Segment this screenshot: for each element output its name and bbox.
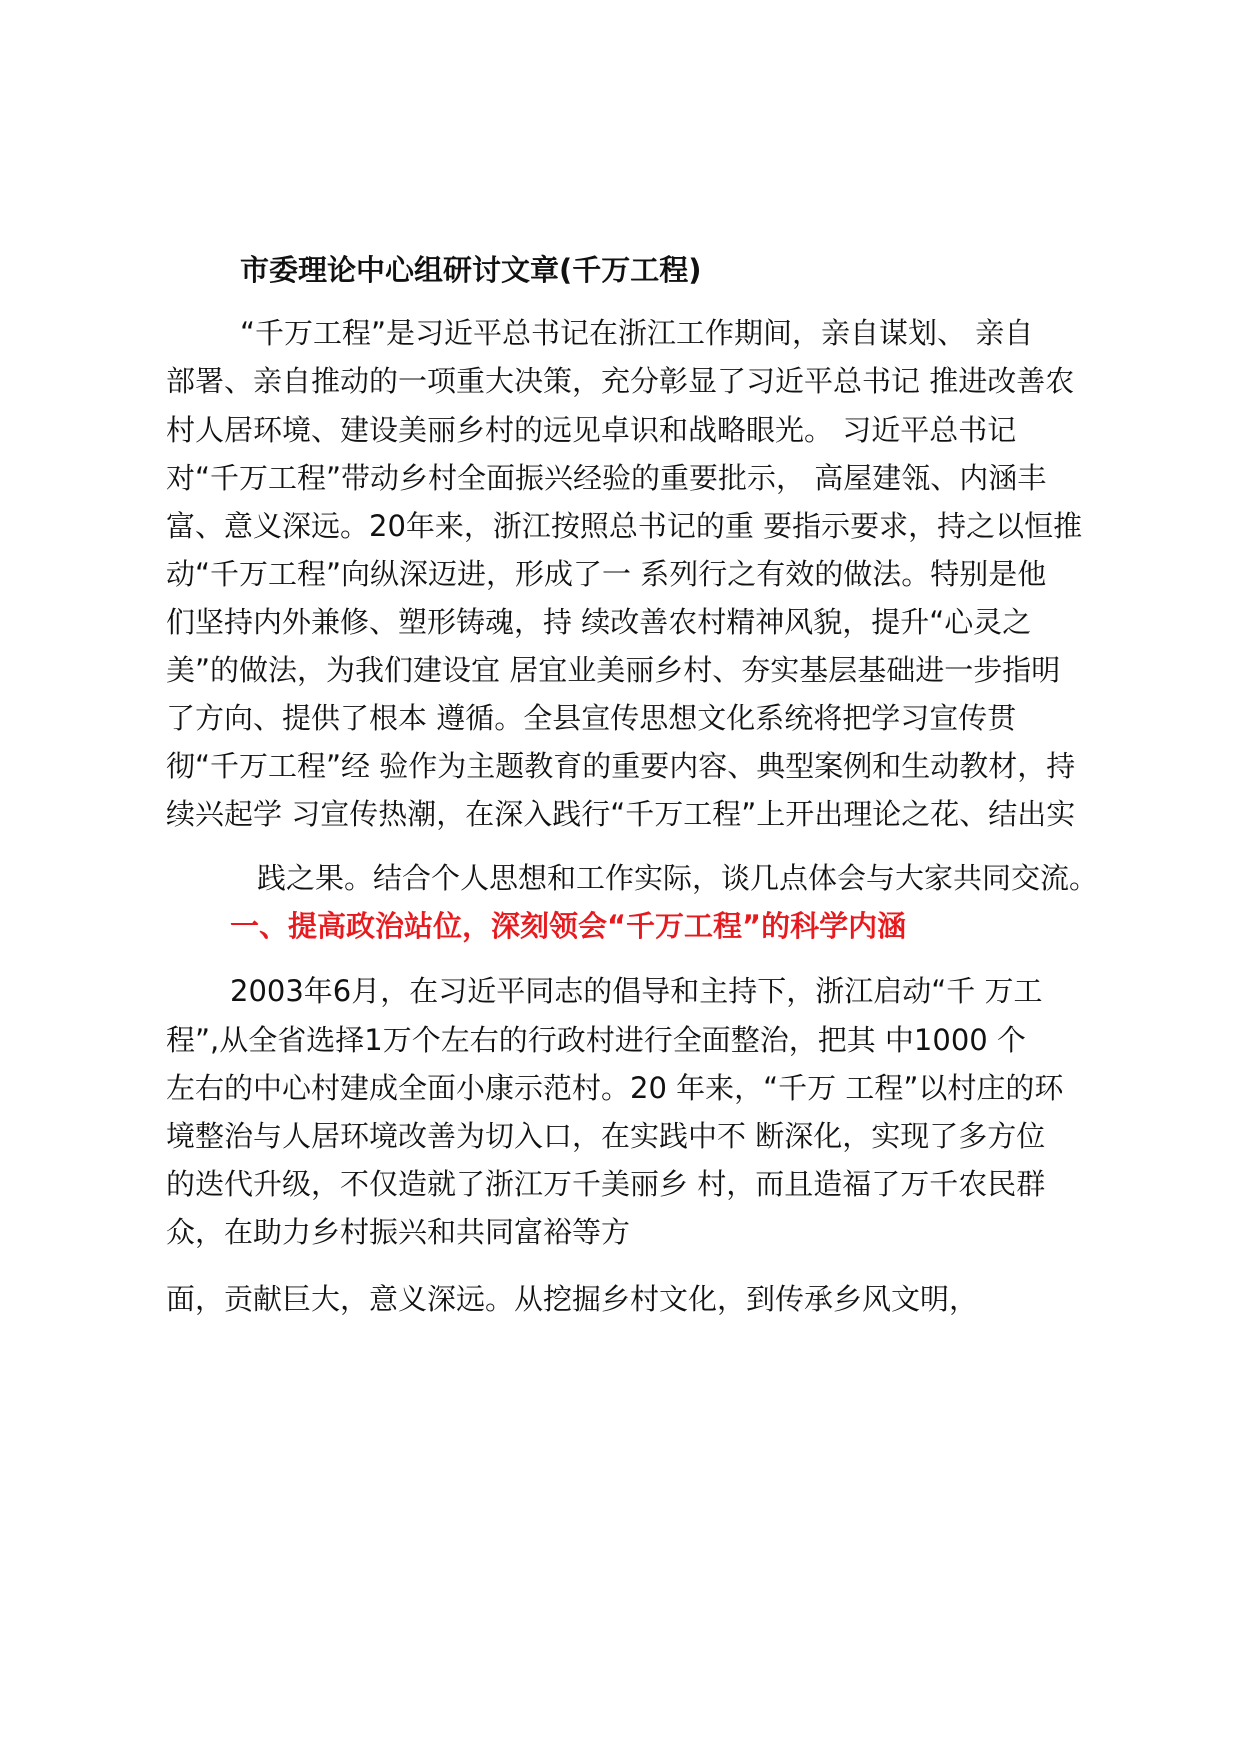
body-line: 程”,从全省选择1万个左右的行政村进行全面整治，把其 中1000 个 [166, 1023, 1026, 1057]
intro-line: 富、意义深远。20年来，浙江按照总书记的重 要指示要求，持之以恒推 [166, 509, 1083, 543]
body-line: 2003年6月，在习近平同志的倡导和主持下，浙江启动“千 万工 [230, 974, 1043, 1008]
intro-line: 动“千万工程”向纵深迈进，形成了一 系列行之有效的做法。特别是他 [166, 557, 1047, 591]
document-title: 市委理论中心组研讨文章(千万工程) [240, 253, 702, 287]
body-tail-line: 面，贡献巨大，意义深远。从挖掘乡村文化，到传承乡风文明， [166, 1282, 979, 1316]
intro-line: 彻“千万工程”经 验作为主题教育的重要内容、典型案例和生动教材，持 [166, 749, 1076, 783]
intro-line: 部署、亲自推动的一项重大决策，充分彰显了习近平总书记 推进改善农 [166, 364, 1075, 398]
intro-line: 村人居环境、建设美丽乡村的远见卓识和战略眼光。 习近平总书记 [166, 413, 1017, 447]
intro-line: 对“千万工程”带动乡村全面振兴经验的重要批示， 高屋建瓴、内涵丰 [166, 461, 1047, 495]
body-line: 境整治与人居环境改善为切入口，在实践中不 断深化，实现了多方位 [166, 1119, 1046, 1153]
body-line: 左右的中心村建成全面小康示范村。20 年来，“千万 工程”以村庄的环 [166, 1071, 1064, 1105]
intro-tail-line: 践之果。结合个人思想和工作实际，谈几点体会与大家共同交流。 [257, 861, 1099, 895]
intro-line: 续兴起学 习宣传热潮，在深入践行“千万工程”上开出理论之花、结出实 [166, 797, 1076, 831]
body-line: 众，在助力乡村振兴和共同富裕等方 [166, 1215, 631, 1249]
intro-line: 美”的做法，为我们建设宜 居宜业美丽乡村、夯实基层基础进一步指明 [166, 653, 1061, 687]
intro-line: 们坚持内外兼修、塑形铸魂，持 续改善农村精神风貌，提升“心灵之 [166, 605, 1032, 639]
intro-line: 了方向、提供了根本 遵循。全县宣传思想文化系统将把学习宣传贯 [166, 701, 1017, 735]
body-line: 的迭代升级，不仅造就了浙江万千美丽乡 村，而且造福了万千农民群 [166, 1167, 1046, 1201]
intro-line: “千万工程”是习近平总书记在浙江工作期间，亲自谋划、 亲自 [240, 316, 1034, 350]
section-heading: 一、提高政治站位，深刻领会“千万工程”的科学内涵 [230, 909, 907, 943]
